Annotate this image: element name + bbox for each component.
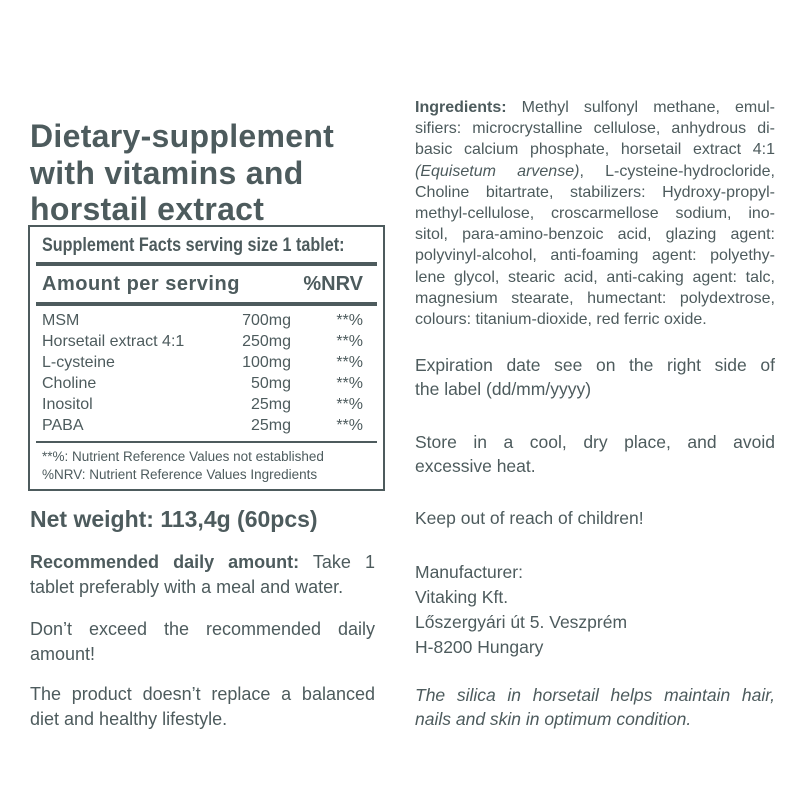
dont-exceed-line-2: amount! — [30, 643, 96, 664]
ingredients-line-1-rest: Methyl sulfonyl methane, emul- — [521, 99, 775, 116]
ingredient-name: MSM — [42, 312, 80, 329]
ingredients-line-5: Choline bitartrate, stabilizers: Hydroxy-propyl- — [415, 183, 775, 201]
product-title-line-1: Dietary-supplement — [30, 118, 335, 155]
ingredient-amount: 25mg — [250, 417, 291, 434]
divider-thin — [36, 441, 377, 443]
product-disclaimer-line-1: The product doesn’t replace a balanced — [30, 684, 375, 704]
dont-exceed-line-1: Don’t exceed the recommended daily — [30, 619, 375, 639]
ingredients-line-4-rest: , L-cysteine-hydrocloride, — [579, 162, 775, 180]
ingredient-nrv: **% — [336, 333, 363, 350]
recommended-line-2: tablet preferably with a meal and water. — [30, 576, 344, 597]
ingredient-nrv: **% — [336, 354, 363, 371]
ingredients-line-8: polyvinyl-alcohol, anti-foaming agent: polyethy- — [415, 247, 775, 265]
recommended-line-1 — [30, 550, 375, 575]
ingredient-name: PABA — [42, 417, 84, 434]
facts-column-header-row — [42, 270, 371, 298]
ingredient-name: Inositol — [42, 396, 93, 413]
ingredients-line-10: magnesium stearate, humectant: polydextrose, — [415, 289, 775, 307]
ingredient-name: Choline — [42, 375, 97, 392]
ingredients-line-3: basic calcium phosphate, horsetail extract 4:1 — [415, 141, 775, 159]
ingredients-line-9: lene glycol, stearic acid, anti-caking agent: talc, — [415, 268, 775, 286]
storage-line-2: excessive heat. — [415, 455, 536, 476]
ingredient-amount: 50mg — [250, 375, 291, 392]
ingredients-line-4 — [415, 161, 775, 182]
product-disclaimer-line-2: diet and healthy lifestyle. — [30, 708, 228, 729]
divider-thick — [36, 302, 377, 306]
ingredient-nrv: **% — [336, 375, 363, 392]
manufacturer-country: H-8200 Hungary — [415, 637, 544, 657]
product-disclaimer — [30, 682, 375, 731]
amount-per-serving-header: Amount per serving — [42, 273, 240, 295]
facts-row-msm — [42, 310, 371, 331]
ingredients-label: Ingredients: — [415, 99, 507, 116]
tagline — [415, 684, 775, 731]
recommended-daily-amount — [30, 550, 375, 599]
ingredient-amount: 700mg — [242, 312, 291, 329]
ingredient-amount: 250mg — [242, 333, 291, 350]
ingredient-nrv: **% — [336, 396, 363, 413]
facts-rows — [42, 310, 371, 436]
latin-name-italic: (Equisetum arvense) — [415, 162, 580, 180]
product-title-line-3: horstail extract — [30, 191, 265, 228]
manufacturer-name: Vitaking Kft. — [415, 587, 509, 607]
expiration-line-1: Expiration date see on the right side of — [415, 355, 775, 375]
ingredients-line-11: colours: titanium-dioxide, red ferric oxide. — [415, 311, 707, 329]
ingredient-name: L-cysteine — [42, 354, 115, 371]
facts-row-paba — [42, 415, 371, 436]
recommended-rest: Take 1 — [312, 552, 375, 572]
manufacturer-label: Manufacturer: — [415, 562, 523, 582]
divider-thick — [36, 262, 377, 266]
manufacturer-address: Lőszergyári út 5. Veszprém — [415, 612, 628, 632]
ingredient-amount: 25mg — [250, 396, 291, 413]
ingredient-nrv: **% — [336, 312, 363, 329]
facts-title-text: Supplement Facts serving size 1 tablet: — [42, 235, 345, 256]
facts-row-inositol — [42, 394, 371, 415]
dont-exceed-note — [30, 617, 375, 666]
facts-footnote-2: %NRV: Nutrient Reference Values Ingredients — [42, 466, 318, 482]
ingredients-line-1 — [415, 97, 775, 118]
tagline-line-2: nails and skin in optimum condition. — [415, 708, 692, 729]
storage-line-1: Store in a cool, dry place, and avoid — [415, 432, 775, 452]
facts-footnote-1: **%: Nutrient Reference Values not established — [42, 449, 324, 464]
facts-row-lcysteine — [42, 352, 371, 373]
ingredient-amount: 100mg — [242, 354, 291, 371]
tagline-line-1: The silica in horsetail helps maintain hair, — [415, 685, 775, 705]
recommended-label: Recommended daily amount: — [30, 552, 300, 572]
ingredient-nrv: **% — [336, 417, 363, 434]
children-warning: Keep out of reach of children! — [415, 508, 644, 528]
nrv-header: %NRV — [303, 273, 363, 295]
product-title — [30, 118, 390, 228]
expiration-line-2: the label (dd/mm/yyyy) — [415, 378, 592, 399]
storage-note — [415, 431, 775, 478]
ingredients-paragraph — [415, 97, 775, 330]
product-title-line-2: with vitamins and — [30, 154, 304, 191]
manufacturer-block — [415, 560, 775, 660]
supplement-facts-panel — [28, 225, 385, 491]
ingredients-line-7: sitol, para-amino-benzoic acid, glazing agent: — [415, 226, 775, 244]
ingredients-line-2: sifiers: microcrystalline cellulose, anhydrous di- — [415, 120, 775, 138]
ingredients-line-6: methyl-cellulose, croscarmellose sodium, ino- — [415, 205, 775, 223]
net-weight: Net weight: 113,4g (60pcs) — [30, 506, 318, 532]
ingredient-name: Horsetail extract 4:1 — [42, 333, 185, 350]
facts-row-choline — [42, 373, 371, 394]
facts-row-horsetail — [42, 331, 371, 352]
facts-title — [42, 234, 371, 258]
expiration-note — [415, 354, 775, 401]
